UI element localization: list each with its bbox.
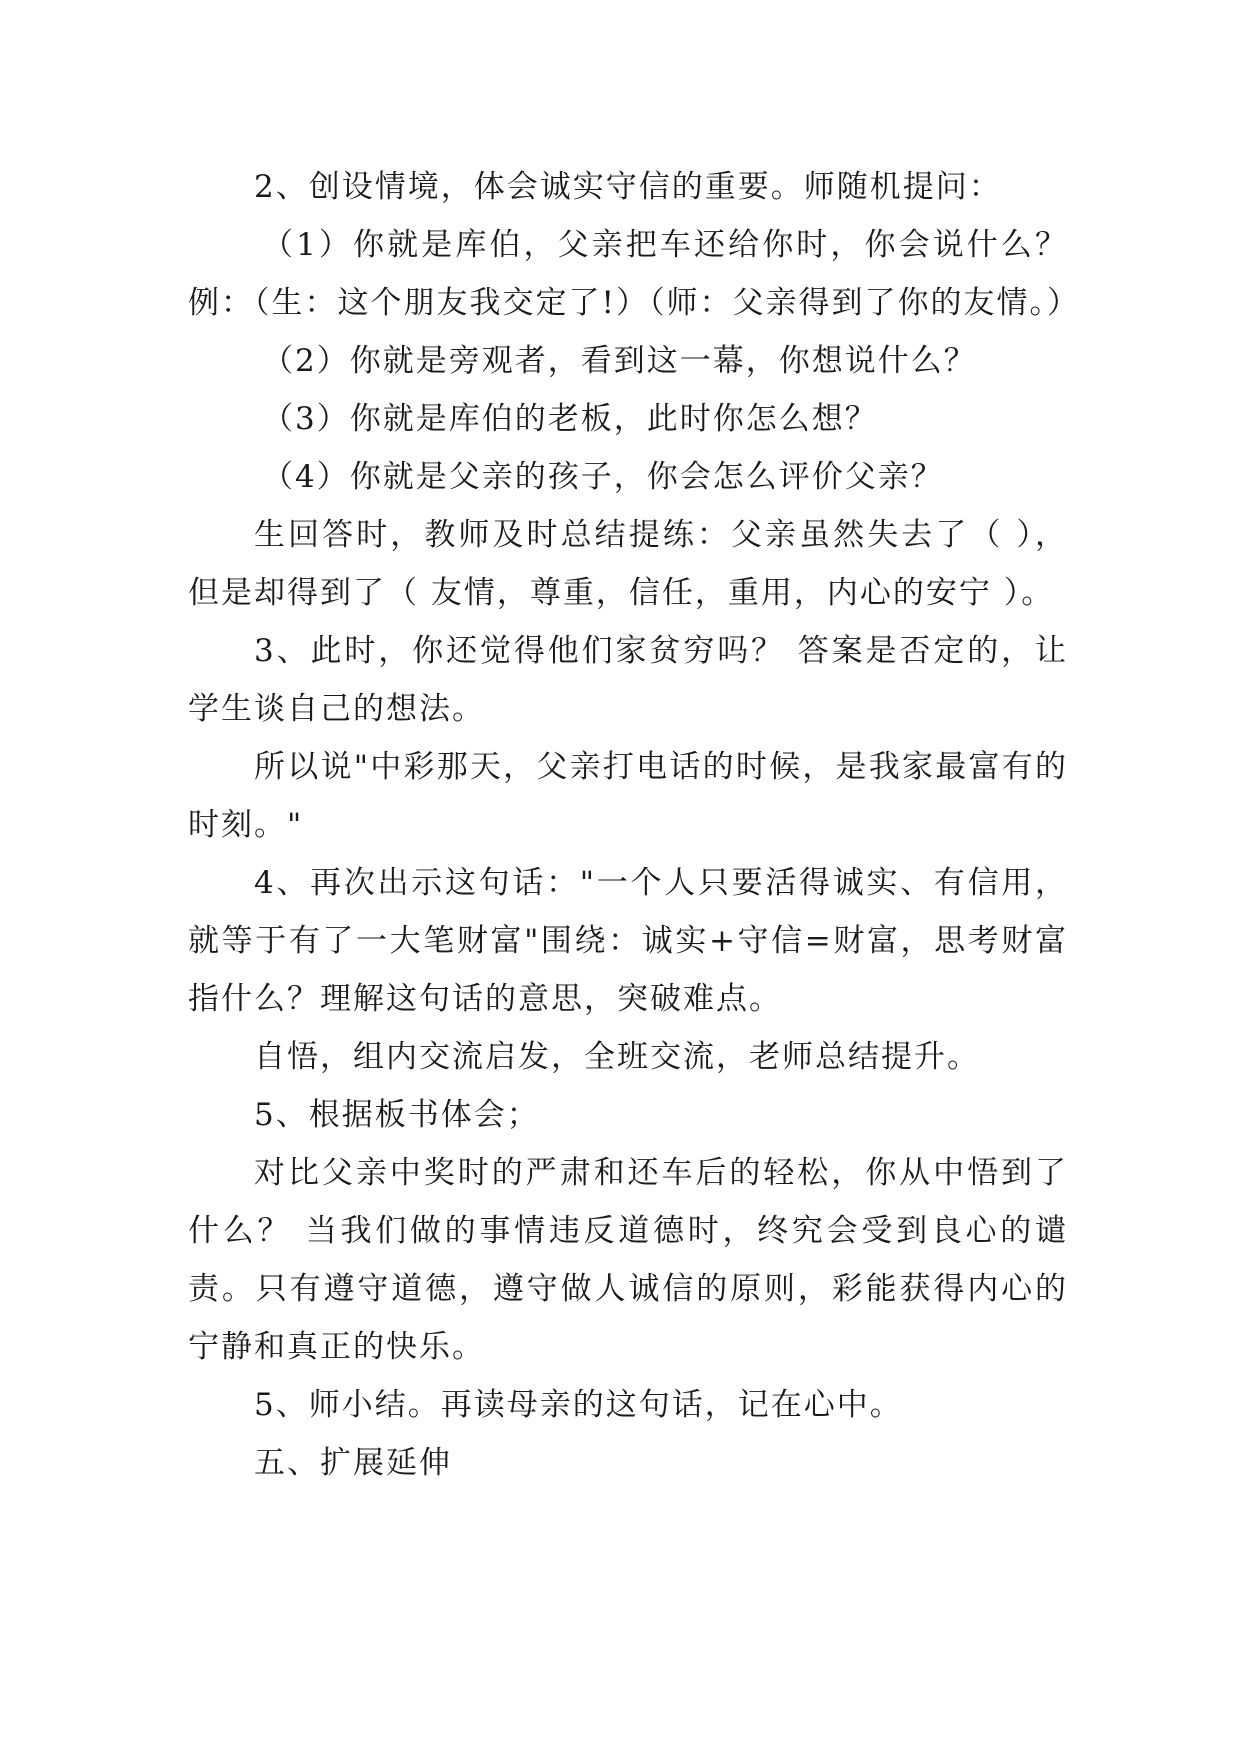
paragraph-question-intro: 2、创设情境，体会诚实守信的重要。师随机提问： [254,169,1002,205]
paragraph-question-4: （4）你就是父亲的孩子，你会怎么评价父亲？ [262,459,944,495]
paragraph-teacher-summary: 生回答时，教师及时总结提练：父亲虽然失去了（ ），但是却得到了（ 友情，尊重，信任，重用，内心的安宁 ）。 [188,517,1068,611]
paragraph-question-1: （1）你就是库伯，父亲把车还给你时，你会说什么？例：（生：这个朋友我交定了!）（师：父亲得到了你的友情。） [188,227,1080,321]
document-body [188,158,1080,1492]
paragraph-richest-moment: 所以说"中彩那天，父亲打电话的时候，是我家最富有的时刻。" [188,749,1068,843]
section-heading-extension: 五、扩展延伸 [254,1445,452,1481]
paragraph-step-4: 4、再次出示这句话："一个人只要活得诚实、有信用，就等于有了一大笔财富"围绕：诚实+守信=财富，思考财富指什么？理解这句话的意思，突破难点。 [188,865,1068,1017]
paragraph-question-2: （2）你就是旁观者，看到这一幕，你想说什么？ [262,343,977,379]
paragraph-question-3: （3）你就是库伯的老板，此时你怎么想？ [262,401,878,437]
paragraph-step-5-summary: 5、师小结。再读母亲的这句话，记在心中。 [254,1387,903,1423]
paragraph-comparison: 对比父亲中奖时的严肃和还车后的轻松，你从中悟到了什么？ 当我们做的事情违反道德时，终究会受到良心的谴责。只有遵守道德，遵守做人诚信的原则，彩能获得内心的宁静和真正的快乐。 [188,1155,1068,1365]
paragraph-step-5-board: 5、根据板书体会； [254,1097,540,1133]
paragraph-step-3: 3、此时，你还觉得他们家贫穷吗？ 答案是否定的，让学生谈自己的想法。 [188,633,1068,727]
paragraph-self-reflection: 自悟，组内交流启发，全班交流，老师总结提升。 [254,1039,980,1075]
